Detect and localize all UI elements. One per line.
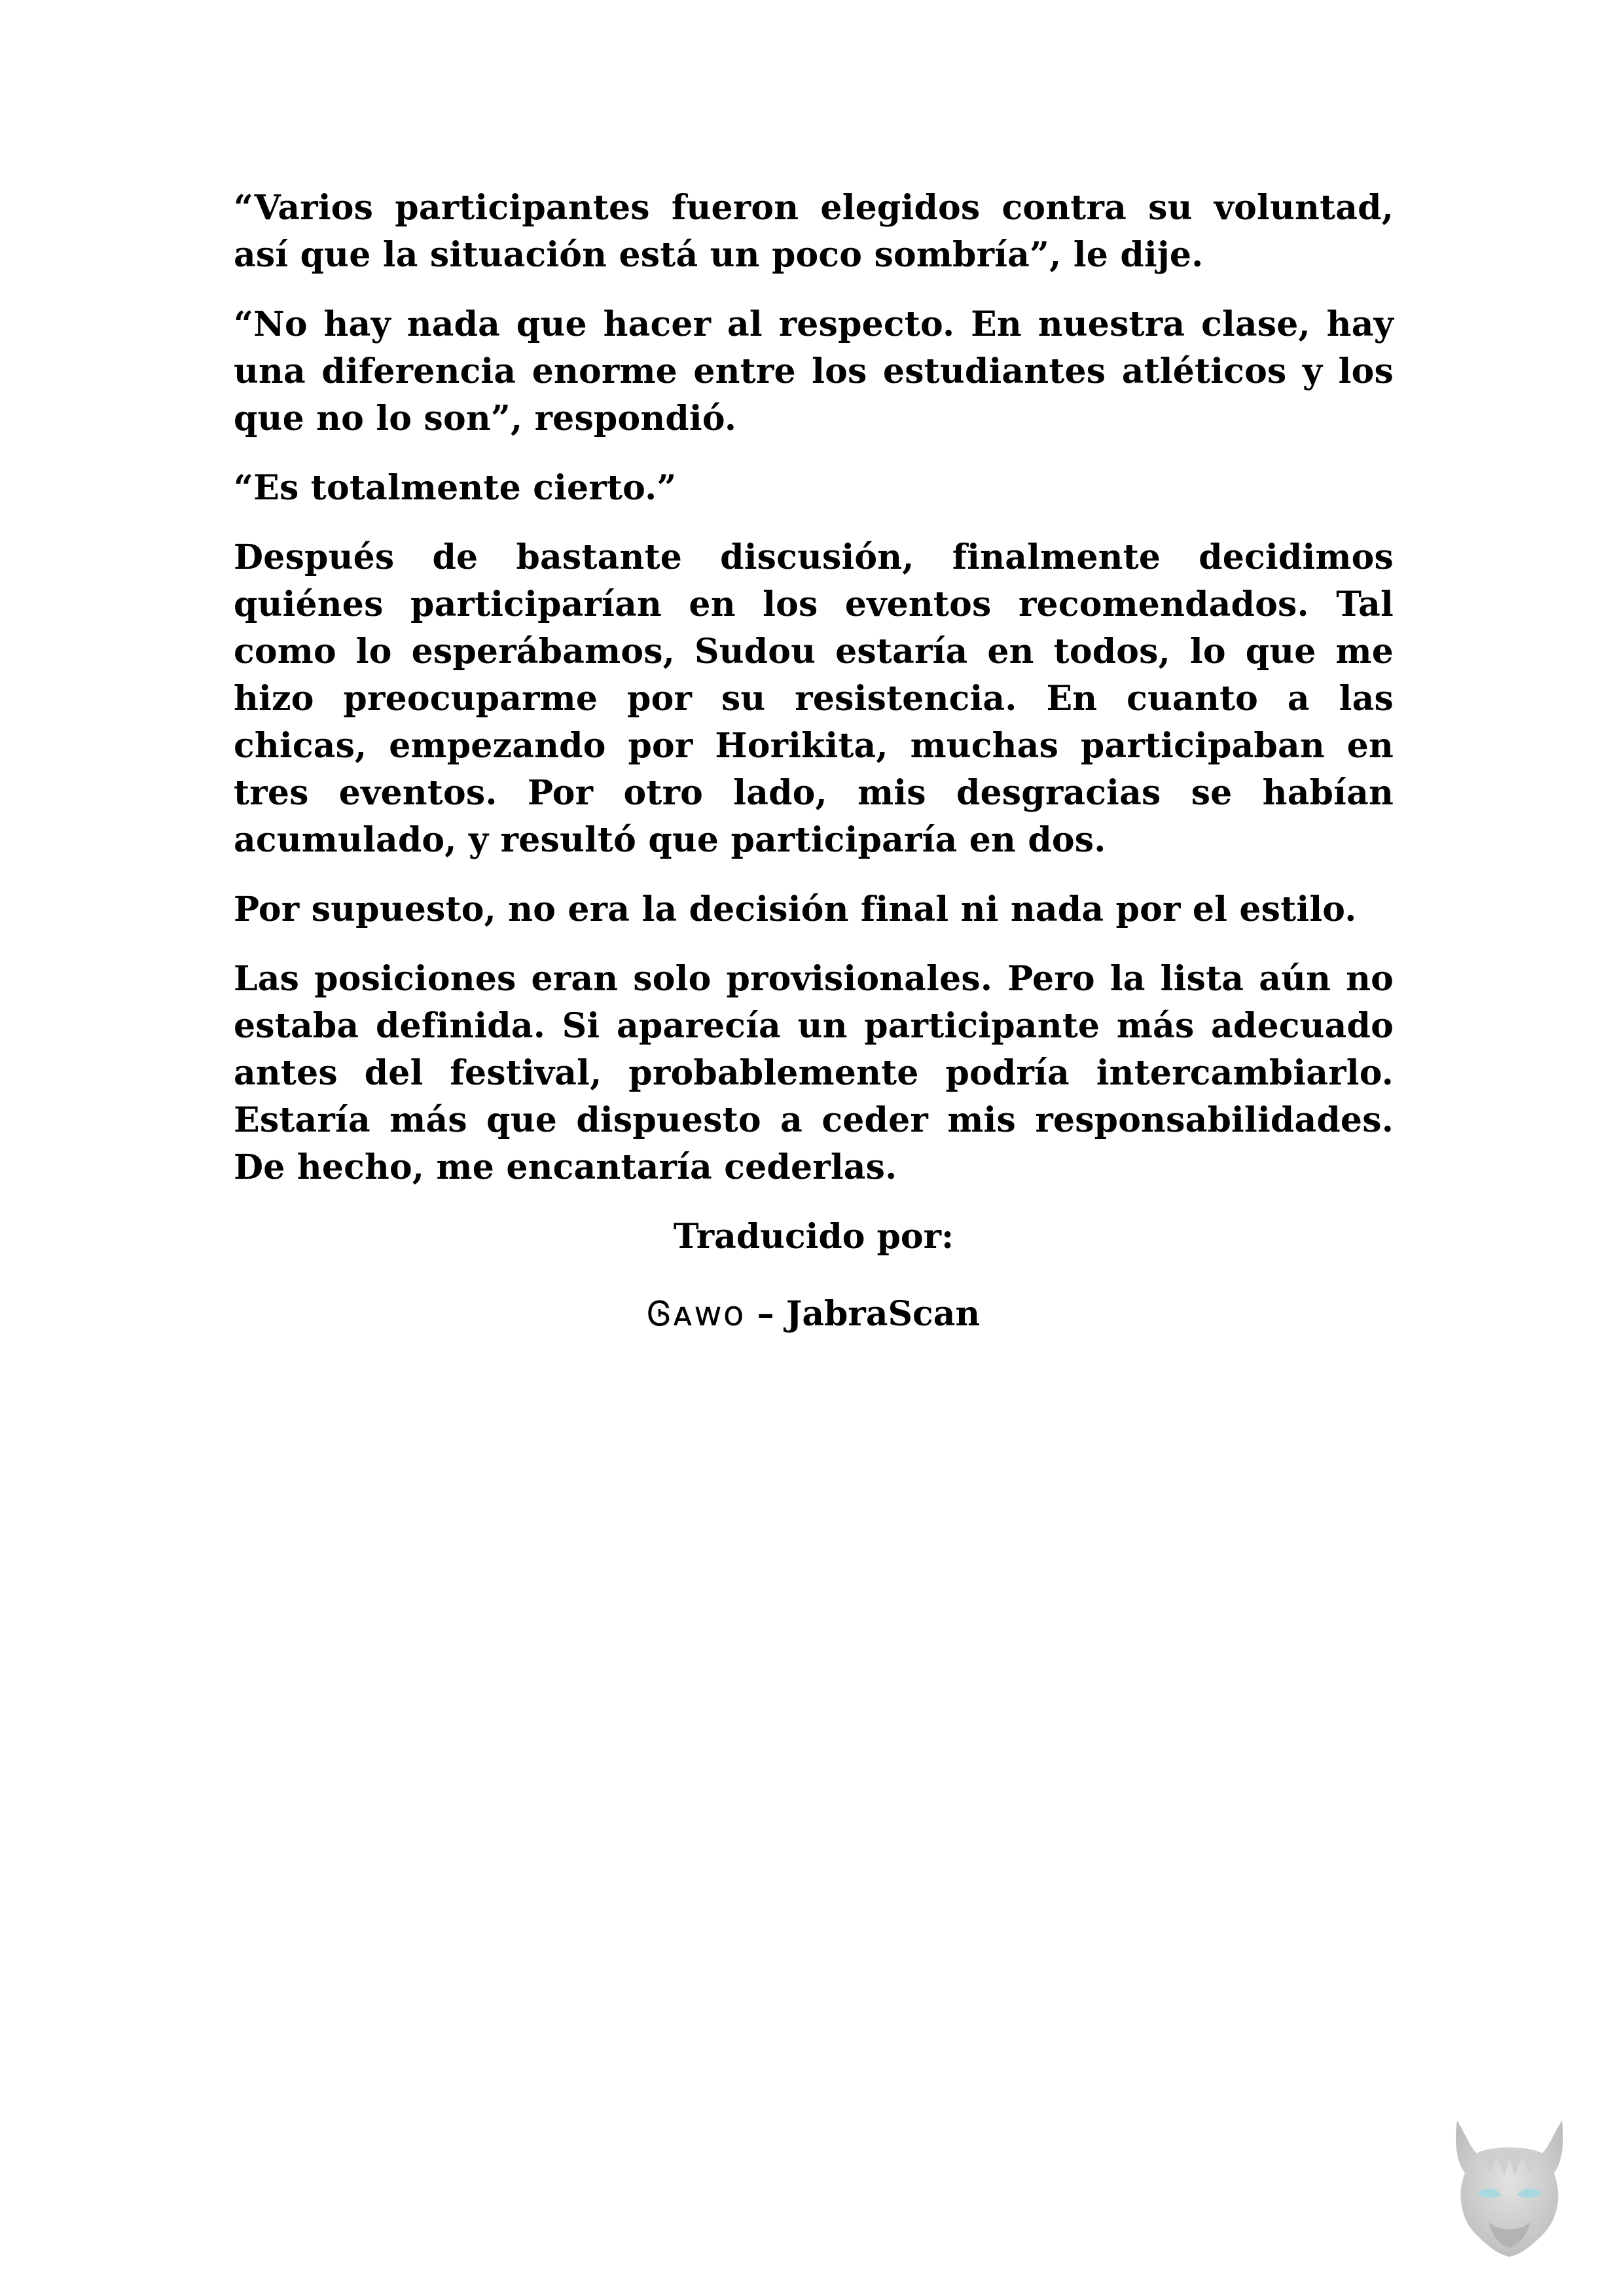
paragraph-4: Después de bastante discusión, finalmente decidimos quiénes participarían en los eventos recomendados. Tal como lo esperábamos, Sudou estaría en todos, lo que me hizo preocuparme por su resistencia. En cuanto a las chicas, empezando por Horikita, muchas participaban en tres eventos. Por otro lado, mis desgracias se habían acumulado, y resultó que participaría en dos. bbox=[234, 537, 1394, 860]
paragraph-2: “No hay nada que hacer al respecto. En nuestra clase, hay una diferencia enorme entre los estudiantes atléticos y los que no lo son”, respondió. bbox=[234, 304, 1394, 439]
paragraph-5: Por supuesto, no era la decisión final ni nada por el estilo. bbox=[234, 889, 1357, 929]
credit-label: Traducido por: bbox=[673, 1217, 954, 1257]
credit-line bbox=[234, 1291, 1394, 1338]
paragraph-6: Las posiciones eran solo provisionales. Pero la lista aún no estaba definida. Si aparecía un participante más adecuado antes del festival, probablemente podría intercambiarlo. Estaría más que dispuesto a ceder mis responsabilidades. De hecho, me encantaría cederlas. bbox=[234, 959, 1394, 1187]
page-body bbox=[234, 185, 1394, 1338]
credit-glyphs: Ꮆᴀᴡᴏ bbox=[647, 1295, 746, 1334]
demon-mask-icon bbox=[1431, 2108, 1588, 2265]
paragraph-3: “Es totalmente cierto.” bbox=[234, 468, 677, 508]
paragraph-1: “Varios participantes fueron elegidos contra su voluntad, así que la situación está un poco sombría”, le dije. bbox=[234, 188, 1394, 275]
credit-name: – JabraScan bbox=[757, 1294, 981, 1334]
